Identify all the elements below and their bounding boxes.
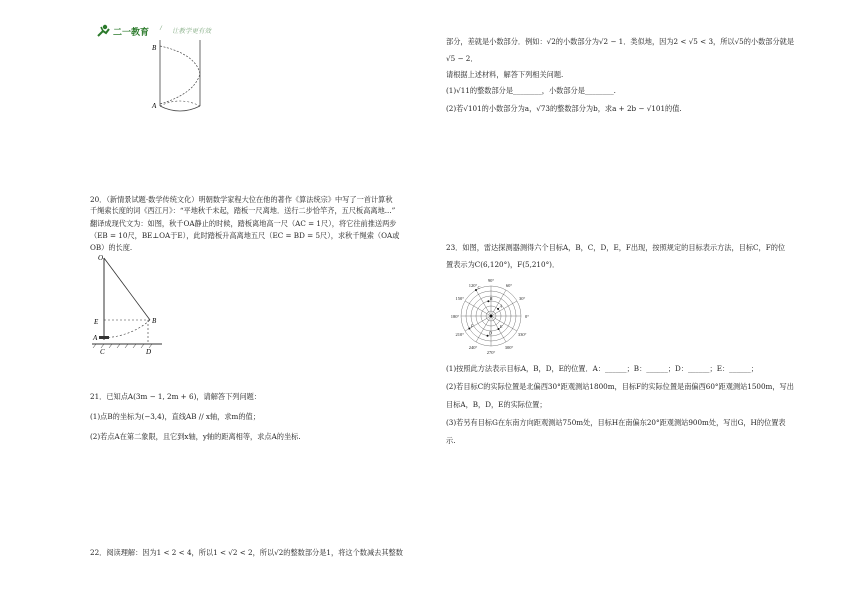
- radar-point-label: D: [489, 330, 492, 336]
- radar-angle-label: 60°: [505, 282, 513, 288]
- q20-line4: （EB = 10尺，BE⊥OA于E），此时踏板升高离地五尺（EC = BD = 5尺），求秋千绳索（OA或: [90, 231, 400, 240]
- q23-line4: (2)若目标C的实际位置是北偏西30°距观测站1800m，目标F的实际位置是南偏西60°距观测站1500m，写出: [446, 382, 794, 391]
- radar-spoke: [491, 290, 506, 316]
- q20-line5: OB）的长度.: [90, 243, 133, 252]
- swing-label-d: D: [146, 348, 152, 356]
- slogan-divider: /: [160, 25, 162, 32]
- swing-label-b: B: [152, 317, 157, 325]
- cylinder-figure: [150, 34, 212, 120]
- radar-spoke: [476, 290, 491, 316]
- radar-angle-label: 300°: [504, 345, 514, 351]
- swing-label-e: E: [94, 318, 99, 326]
- radar-figure: [446, 272, 536, 360]
- header-logo: [96, 23, 112, 42]
- q23-line5: 目标A，B，D，E的实际位置；: [446, 400, 547, 409]
- radar-point-label: C: [477, 284, 481, 290]
- q22-line4: 请根据上述材料，解答下列相关问题.: [446, 70, 564, 79]
- radar-angle-label: 30°: [519, 296, 526, 301]
- q22-line1: 22．阅读理解：因为1 < 2 < 4，所以1 < √2 < 2，所以√2的整数部分是1，将这个数减去其整数: [90, 548, 403, 557]
- q20-line3: 翻译成现代文为：如图，秋千OA静止的时候，踏板离地高一尺（AC = 1尺），将它往前推送两步: [90, 219, 397, 228]
- radar-angle-label: 330°: [517, 332, 527, 337]
- radar-angle-label: 270°: [486, 350, 496, 355]
- radar-point-label: B: [489, 296, 493, 302]
- q23-line3: (1)按照此方法表示目标A，B，D，E的位置．A：______；B：______；D：______；E：______；: [446, 364, 758, 373]
- cylinder-label-b: B: [152, 44, 157, 52]
- radar-point-label: E: [500, 323, 503, 329]
- radar-spoke: [476, 316, 491, 342]
- radar-center: [490, 315, 493, 318]
- radar-angle-label: 90°: [487, 278, 495, 283]
- radar-point-label: A: [499, 303, 503, 309]
- swing-label-a: A: [93, 334, 98, 342]
- q20-line1: 20．（新情景试题·数学传统文化）明朝数学家程大位在他的著作《算法统宗》中写了一首计算秋: [90, 195, 393, 204]
- q21-line1: 21．已知点A(3m − 1, 2m + 6)，请解答下列问题：: [90, 392, 262, 401]
- q23-line1: 23．如图，雷达探测器测得六个目标A，B，C，D，E，F出现，按照规定的目标表示方法，目标C，F的位: [446, 243, 786, 252]
- q22-line5: (1)√11的整数部分是________，小数部分是________.: [446, 86, 616, 95]
- radar-spoke: [491, 316, 517, 331]
- q23-line2: 置表示为C(6,120°)，F(5,210°)．: [446, 260, 560, 269]
- swing-label-o: O: [98, 254, 104, 262]
- swing-label-c: C: [100, 348, 105, 356]
- q22-line2: 部分，差就是小数部分．例如：√2的小数部分为√2 − 1．类似地，因为2 < √5 < 3，所以√5的小数部分就是: [446, 37, 795, 46]
- q20-line2: 千绳索长度的词《西江月》：“平地秋千未起，踏板一尺离地．送行二步恰竿齐，五尺板高离地...”: [90, 206, 396, 215]
- logo-text: 二一教育: [113, 27, 150, 37]
- q23-line7: 示.: [446, 436, 456, 445]
- cylinder-label-a: A: [152, 102, 157, 110]
- radar-angle-label: 150°: [455, 296, 465, 301]
- q21-line2: (1)点B的坐标为(−3,4)，直线AB // x轴，求m的值；: [90, 412, 260, 421]
- radar-angle-label: 210°: [455, 332, 465, 337]
- runner-logo-icon: [96, 24, 112, 38]
- swing-figure: [88, 252, 168, 356]
- q21-line3: (2)若点A在第二象限，且它到x轴，y轴的距离相等，求点A的坐标.: [90, 432, 301, 441]
- q22-line3: √5 − 2．: [446, 54, 478, 63]
- radar-spoke: [491, 301, 517, 316]
- radar-angle-label: 120°: [468, 282, 478, 288]
- q23-line6: (3)若另有目标G在东南方向距观测站750m处，目标H在南偏东20°距观测站900m处，写出G，H的位置表: [446, 418, 786, 427]
- q22-line6: (2)若√101的小数部分为a，√73的整数部分为b，求a + 2b − √101的值.: [446, 104, 682, 113]
- radar-angle-label: 240°: [468, 345, 478, 351]
- radar-point-label: F: [470, 323, 474, 329]
- radar-angle-label: 0°: [524, 314, 530, 319]
- radar-angle-label: 180°: [450, 314, 460, 319]
- radar-spoke: [465, 301, 491, 316]
- slogan: 让教学更有效: [172, 28, 211, 35]
